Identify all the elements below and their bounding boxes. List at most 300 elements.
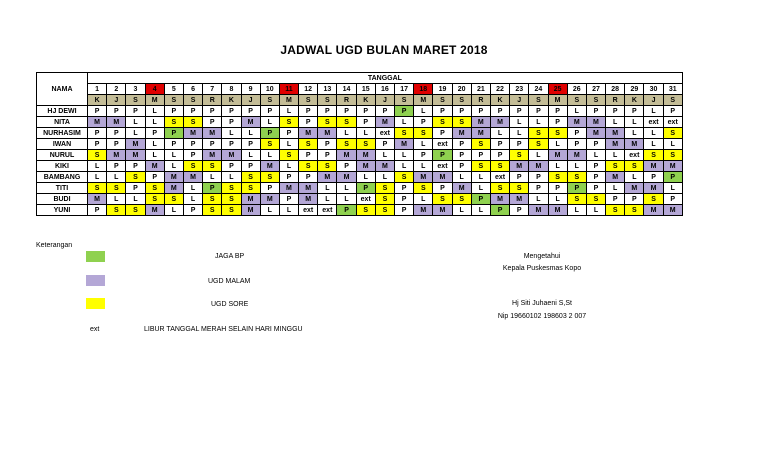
shift-cell: S bbox=[548, 172, 567, 183]
date-cell: 2 bbox=[107, 84, 126, 95]
shift-cell: P bbox=[88, 139, 107, 150]
shift-cell: S bbox=[644, 194, 663, 205]
shift-cell: P bbox=[625, 106, 644, 117]
shift-cell: M bbox=[145, 205, 164, 216]
table-row bbox=[37, 106, 683, 117]
shift-cell: M bbox=[375, 161, 394, 172]
shift-cell: M bbox=[88, 194, 107, 205]
shift-cell: P bbox=[567, 139, 586, 150]
staff-name: NURUL bbox=[37, 150, 88, 161]
shift-cell: S bbox=[375, 194, 394, 205]
tanggal-header: TANGGAL bbox=[88, 73, 683, 84]
shift-cell: S bbox=[529, 139, 548, 150]
shift-cell: ext bbox=[663, 117, 682, 128]
date-cell: 15 bbox=[356, 84, 375, 95]
staff-name: HJ DEWI bbox=[37, 106, 88, 117]
shift-cell: P bbox=[663, 172, 682, 183]
legend-title: Keterangan bbox=[36, 242, 73, 249]
shift-cell: P bbox=[586, 106, 605, 117]
table-row bbox=[37, 161, 683, 172]
shift-cell: S bbox=[318, 117, 337, 128]
shift-cell: P bbox=[586, 161, 605, 172]
shift-cell: S bbox=[145, 183, 164, 194]
shift-cell: M bbox=[299, 183, 318, 194]
staff-name: BUDI bbox=[37, 194, 88, 205]
shift-cell: L bbox=[625, 172, 644, 183]
table-row bbox=[37, 205, 683, 216]
shift-cell: M bbox=[414, 205, 433, 216]
shift-cell: S bbox=[414, 183, 433, 194]
shift-cell: M bbox=[299, 194, 318, 205]
shift-cell: S bbox=[395, 128, 414, 139]
shift-cell: L bbox=[395, 117, 414, 128]
shift-cell: L bbox=[625, 128, 644, 139]
shift-cell: S bbox=[414, 128, 433, 139]
shift-cell: P bbox=[107, 128, 126, 139]
day-cell: S bbox=[586, 95, 605, 106]
shift-cell: L bbox=[145, 139, 164, 150]
shift-cell: ext bbox=[356, 194, 375, 205]
signature-nip: Nip 19660102 198603 2 007 bbox=[497, 313, 587, 320]
day-cell: K bbox=[222, 95, 241, 106]
shift-cell: P bbox=[241, 161, 260, 172]
day-cell: S bbox=[567, 95, 586, 106]
shift-cell: M bbox=[164, 172, 183, 183]
shift-cell: P bbox=[203, 117, 222, 128]
shift-cell: S bbox=[241, 172, 260, 183]
shift-cell: P bbox=[337, 161, 356, 172]
shift-cell: M bbox=[356, 150, 375, 161]
signature-mengetahui: Mengetahui bbox=[523, 253, 561, 260]
day-cell: R bbox=[471, 95, 490, 106]
shift-cell: P bbox=[586, 139, 605, 150]
day-cell: S bbox=[260, 95, 279, 106]
shift-cell: ext bbox=[433, 139, 452, 150]
signature-title: Kepala Puskesmas Kopo bbox=[502, 265, 582, 272]
date-cell: 24 bbox=[529, 84, 548, 95]
shift-cell: M bbox=[395, 139, 414, 150]
shift-cell: M bbox=[337, 172, 356, 183]
shift-cell: L bbox=[606, 117, 625, 128]
table-row bbox=[37, 117, 683, 128]
shift-cell: L bbox=[145, 150, 164, 161]
staff-name: YUNI bbox=[37, 205, 88, 216]
shift-cell: P bbox=[586, 172, 605, 183]
shift-cell: S bbox=[164, 194, 183, 205]
day-cell: M bbox=[145, 95, 164, 106]
shift-cell: M bbox=[241, 117, 260, 128]
table-row bbox=[37, 194, 683, 205]
day-cell: S bbox=[126, 95, 145, 106]
shift-cell: P bbox=[222, 139, 241, 150]
shift-cell: P bbox=[606, 106, 625, 117]
legend-label-ugd-sore: UGD SORE bbox=[211, 301, 249, 308]
shift-cell: P bbox=[183, 205, 202, 216]
shift-cell: P bbox=[567, 183, 586, 194]
day-cell: R bbox=[337, 95, 356, 106]
legend-swatch-ugd-malam bbox=[86, 275, 105, 286]
shift-cell: M bbox=[356, 161, 375, 172]
shift-cell: L bbox=[510, 117, 529, 128]
legend-swatch-ugd-sore bbox=[86, 298, 105, 309]
shift-cell: L bbox=[395, 161, 414, 172]
shift-cell: L bbox=[452, 205, 471, 216]
day-cell: S bbox=[395, 95, 414, 106]
shift-cell: P bbox=[299, 172, 318, 183]
shift-cell: S bbox=[548, 128, 567, 139]
date-cell: 3 bbox=[126, 84, 145, 95]
day-cell: J bbox=[241, 95, 260, 106]
day-cell: R bbox=[203, 95, 222, 106]
shift-cell: M bbox=[203, 150, 222, 161]
shift-cell: L bbox=[318, 183, 337, 194]
shift-cell: M bbox=[318, 128, 337, 139]
shift-cell: L bbox=[471, 205, 490, 216]
shift-cell: L bbox=[337, 183, 356, 194]
shift-cell: S bbox=[107, 183, 126, 194]
day-cell: R bbox=[606, 95, 625, 106]
date-cell: 5 bbox=[164, 84, 183, 95]
shift-cell: S bbox=[375, 183, 394, 194]
shift-cell: S bbox=[203, 161, 222, 172]
day-cell: S bbox=[318, 95, 337, 106]
shift-cell: P bbox=[663, 194, 682, 205]
shift-cell: M bbox=[452, 128, 471, 139]
shift-cell: L bbox=[606, 183, 625, 194]
shift-cell: P bbox=[395, 183, 414, 194]
shift-cell: P bbox=[567, 128, 586, 139]
day-cell: J bbox=[644, 95, 663, 106]
day-cell: K bbox=[356, 95, 375, 106]
shift-cell: L bbox=[586, 205, 605, 216]
shift-cell: P bbox=[375, 106, 394, 117]
shift-cell: M bbox=[260, 161, 279, 172]
shift-cell: S bbox=[279, 150, 298, 161]
shift-cell: P bbox=[126, 161, 145, 172]
day-cell: J bbox=[510, 95, 529, 106]
shift-cell: M bbox=[433, 205, 452, 216]
shift-cell: S bbox=[183, 161, 202, 172]
shift-cell: M bbox=[126, 139, 145, 150]
shift-cell: P bbox=[529, 183, 548, 194]
shift-cell: M bbox=[663, 161, 682, 172]
shift-cell: L bbox=[529, 150, 548, 161]
shift-cell: M bbox=[260, 194, 279, 205]
shift-cell: L bbox=[663, 139, 682, 150]
shift-cell: P bbox=[164, 128, 183, 139]
table-row bbox=[37, 128, 683, 139]
shift-cell: P bbox=[222, 117, 241, 128]
shift-cell: M bbox=[625, 183, 644, 194]
shift-cell: M bbox=[164, 183, 183, 194]
shift-cell: M bbox=[548, 150, 567, 161]
shift-cell: P bbox=[241, 106, 260, 117]
shift-cell: L bbox=[395, 150, 414, 161]
shift-cell: P bbox=[395, 106, 414, 117]
shift-cell: S bbox=[586, 194, 605, 205]
shift-cell: M bbox=[529, 205, 548, 216]
table-row bbox=[37, 150, 683, 161]
shift-cell: P bbox=[107, 161, 126, 172]
shift-cell: M bbox=[337, 150, 356, 161]
shift-cell: P bbox=[433, 183, 452, 194]
staff-name: BAMBANG bbox=[37, 172, 88, 183]
legend-ext-code: ext bbox=[90, 326, 100, 333]
shift-cell: P bbox=[548, 106, 567, 117]
signature-name: Hj Siti Juhaeni S,St bbox=[512, 300, 572, 307]
page-title: JADWAL UGD BULAN MARET 2018 bbox=[280, 43, 488, 57]
shift-cell: L bbox=[279, 139, 298, 150]
shift-cell: L bbox=[126, 117, 145, 128]
shift-cell: P bbox=[510, 106, 529, 117]
shift-cell: L bbox=[356, 128, 375, 139]
day-cell: S bbox=[452, 95, 471, 106]
shift-cell: L bbox=[567, 106, 586, 117]
day-cell: J bbox=[107, 95, 126, 106]
shift-cell: S bbox=[279, 117, 298, 128]
shift-cell: P bbox=[318, 106, 337, 117]
shift-cell: P bbox=[203, 183, 222, 194]
shift-cell: L bbox=[625, 117, 644, 128]
shift-cell: L bbox=[663, 183, 682, 194]
shift-cell: P bbox=[107, 139, 126, 150]
shift-cell: P bbox=[337, 205, 356, 216]
shift-cell: L bbox=[471, 172, 490, 183]
date-cell: 16 bbox=[375, 84, 394, 95]
shift-cell: S bbox=[490, 183, 509, 194]
shift-cell: M bbox=[625, 139, 644, 150]
shift-cell: L bbox=[452, 172, 471, 183]
shift-cell: S bbox=[222, 194, 241, 205]
shift-cell: M bbox=[145, 161, 164, 172]
shift-cell: L bbox=[88, 172, 107, 183]
shift-cell: L bbox=[241, 150, 260, 161]
shift-cell: L bbox=[567, 205, 586, 216]
shift-cell: P bbox=[318, 150, 337, 161]
shift-cell: P bbox=[241, 139, 260, 150]
shift-cell: L bbox=[222, 128, 241, 139]
date-cell: 18 bbox=[414, 84, 433, 95]
shift-cell: S bbox=[567, 194, 586, 205]
shift-cell: L bbox=[644, 106, 663, 117]
date-cell: 29 bbox=[625, 84, 644, 95]
shift-cell: M bbox=[279, 183, 298, 194]
shift-cell: M bbox=[510, 161, 529, 172]
dates-row bbox=[37, 84, 683, 95]
shift-cell: P bbox=[164, 106, 183, 117]
shift-cell: P bbox=[88, 128, 107, 139]
staff-name: NURHASIM bbox=[37, 128, 88, 139]
shift-cell: L bbox=[337, 128, 356, 139]
date-cell: 11 bbox=[279, 84, 298, 95]
shift-cell: S bbox=[88, 150, 107, 161]
shift-cell: L bbox=[375, 172, 394, 183]
shift-cell: L bbox=[241, 128, 260, 139]
shift-cell: L bbox=[164, 161, 183, 172]
shift-cell: S bbox=[107, 205, 126, 216]
shift-cell: P bbox=[88, 106, 107, 117]
shift-cell: P bbox=[471, 194, 490, 205]
shift-cell: M bbox=[183, 128, 202, 139]
shift-cell: M bbox=[606, 139, 625, 150]
shift-cell: M bbox=[471, 128, 490, 139]
date-cell: 27 bbox=[586, 84, 605, 95]
legend-label-jaga-bp: JAGA BP bbox=[215, 253, 245, 260]
date-cell: 19 bbox=[433, 84, 452, 95]
shift-cell: P bbox=[510, 139, 529, 150]
shift-cell: L bbox=[279, 205, 298, 216]
shift-cell: S bbox=[299, 161, 318, 172]
schedule-table bbox=[36, 72, 683, 216]
shift-cell: P bbox=[279, 194, 298, 205]
shift-cell: S bbox=[260, 172, 279, 183]
shift-cell: P bbox=[414, 150, 433, 161]
shift-cell: S bbox=[663, 150, 682, 161]
shift-cell: P bbox=[586, 183, 605, 194]
shift-cell: L bbox=[183, 183, 202, 194]
shift-cell: P bbox=[299, 150, 318, 161]
staff-name: KIKI bbox=[37, 161, 88, 172]
shift-cell: M bbox=[299, 128, 318, 139]
shift-cell: S bbox=[126, 205, 145, 216]
shift-cell: S bbox=[222, 183, 241, 194]
shift-cell: S bbox=[452, 194, 471, 205]
shift-cell: L bbox=[644, 128, 663, 139]
shift-cell: P bbox=[529, 172, 548, 183]
shift-cell: L bbox=[414, 194, 433, 205]
shift-cell: S bbox=[88, 183, 107, 194]
table-row bbox=[37, 183, 683, 194]
table-row bbox=[37, 172, 683, 183]
date-cell: 30 bbox=[644, 84, 663, 95]
shift-cell: P bbox=[126, 183, 145, 194]
date-cell: 8 bbox=[222, 84, 241, 95]
shift-cell: P bbox=[490, 106, 509, 117]
table-row bbox=[37, 139, 683, 150]
date-cell: 26 bbox=[567, 84, 586, 95]
shift-cell: ext bbox=[299, 205, 318, 216]
shift-cell: ext bbox=[625, 150, 644, 161]
shift-cell: L bbox=[145, 106, 164, 117]
shift-cell: L bbox=[126, 194, 145, 205]
shift-cell: S bbox=[490, 161, 509, 172]
legend-swatch-jaga-bp bbox=[86, 251, 105, 262]
shift-cell: P bbox=[356, 117, 375, 128]
shift-cell: P bbox=[145, 128, 164, 139]
shift-cell: S bbox=[337, 117, 356, 128]
day-cell: S bbox=[299, 95, 318, 106]
day-cell: S bbox=[433, 95, 452, 106]
shift-cell: L bbox=[318, 194, 337, 205]
shift-cell: P bbox=[356, 106, 375, 117]
shift-cell: S bbox=[203, 194, 222, 205]
date-cell: 28 bbox=[606, 84, 625, 95]
shift-cell: P bbox=[490, 139, 509, 150]
nama-header: NAMA bbox=[37, 73, 88, 106]
staff-name: IWAN bbox=[37, 139, 88, 150]
shift-cell: S bbox=[625, 205, 644, 216]
shift-cell: M bbox=[644, 205, 663, 216]
shift-cell: S bbox=[183, 117, 202, 128]
shift-cell: P bbox=[395, 205, 414, 216]
date-cell: 23 bbox=[510, 84, 529, 95]
shift-cell: S bbox=[164, 117, 183, 128]
shift-cell: L bbox=[279, 106, 298, 117]
shift-cell: P bbox=[145, 172, 164, 183]
shift-cell: M bbox=[529, 161, 548, 172]
date-cell: 1 bbox=[88, 84, 107, 95]
shift-cell: L bbox=[164, 150, 183, 161]
date-cell: 12 bbox=[299, 84, 318, 95]
shift-cell: M bbox=[548, 205, 567, 216]
shift-cell: P bbox=[222, 106, 241, 117]
shift-cell: P bbox=[318, 139, 337, 150]
shift-cell: L bbox=[548, 161, 567, 172]
shift-cell: L bbox=[145, 117, 164, 128]
shift-cell: L bbox=[567, 161, 586, 172]
shift-cell: P bbox=[356, 183, 375, 194]
shift-cell: L bbox=[414, 139, 433, 150]
shift-cell: L bbox=[260, 117, 279, 128]
shift-cell: P bbox=[279, 128, 298, 139]
shift-cell: S bbox=[529, 128, 548, 139]
date-cell: 22 bbox=[490, 84, 509, 95]
day-cell: S bbox=[183, 95, 202, 106]
shift-cell: L bbox=[490, 128, 509, 139]
day-cell: K bbox=[625, 95, 644, 106]
shift-cell: S bbox=[606, 205, 625, 216]
shift-cell: P bbox=[260, 106, 279, 117]
legend-ext-label: LIBUR TANGGAL MERAH SELAIN HARI MINGGU bbox=[144, 326, 303, 333]
shift-cell: P bbox=[548, 183, 567, 194]
shift-cell: L bbox=[203, 172, 222, 183]
shift-cell: S bbox=[471, 139, 490, 150]
shift-cell: S bbox=[395, 172, 414, 183]
shift-cell: S bbox=[222, 205, 241, 216]
date-cell: 31 bbox=[663, 84, 682, 95]
shift-cell: P bbox=[433, 128, 452, 139]
shift-cell: M bbox=[414, 172, 433, 183]
shift-cell: S bbox=[126, 172, 145, 183]
shift-cell: P bbox=[625, 194, 644, 205]
shift-cell: S bbox=[241, 183, 260, 194]
shift-cell: S bbox=[337, 139, 356, 150]
shift-cell: P bbox=[663, 106, 682, 117]
shift-cell: M bbox=[375, 117, 394, 128]
shift-cell: M bbox=[663, 205, 682, 216]
shift-cell: S bbox=[625, 161, 644, 172]
shift-cell: M bbox=[107, 150, 126, 161]
shift-cell: M bbox=[586, 128, 605, 139]
shift-cell: M bbox=[644, 183, 663, 194]
shift-cell: L bbox=[337, 194, 356, 205]
day-cell: M bbox=[548, 95, 567, 106]
shift-cell: L bbox=[375, 150, 394, 161]
shift-cell: P bbox=[490, 150, 509, 161]
shift-cell: L bbox=[107, 172, 126, 183]
shift-cell: P bbox=[471, 106, 490, 117]
date-cell: 17 bbox=[395, 84, 414, 95]
shift-cell: L bbox=[260, 205, 279, 216]
date-cell: 13 bbox=[318, 84, 337, 95]
shift-cell: L bbox=[529, 117, 548, 128]
date-cell: 4 bbox=[145, 84, 164, 95]
shift-cell: L bbox=[414, 106, 433, 117]
staff-name: TITI bbox=[37, 183, 88, 194]
shift-cell: P bbox=[279, 172, 298, 183]
day-cell: K bbox=[490, 95, 509, 106]
shift-cell: M bbox=[510, 194, 529, 205]
